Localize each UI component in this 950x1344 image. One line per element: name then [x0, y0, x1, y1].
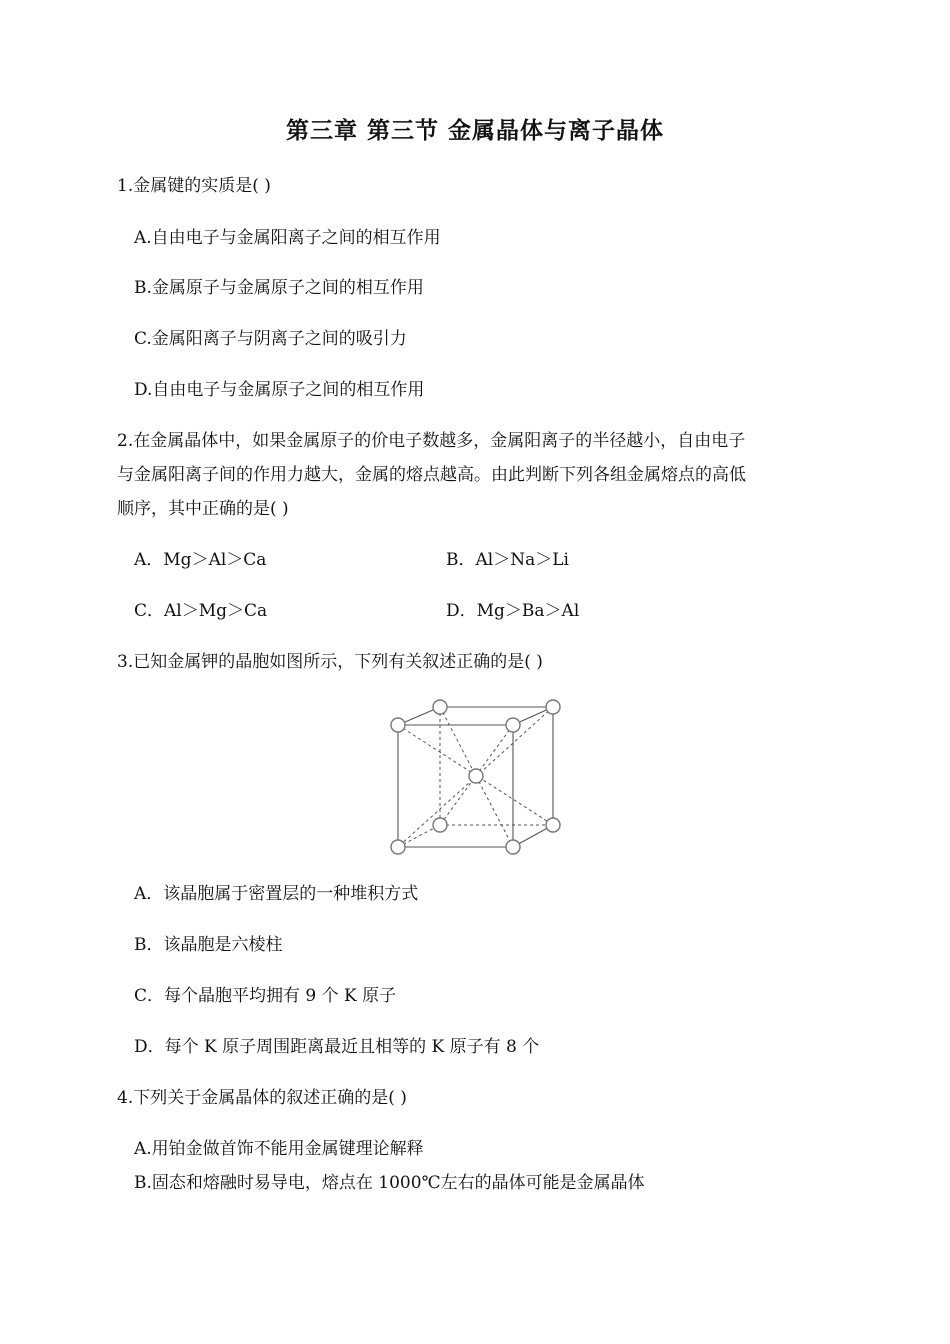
corner-atom	[506, 718, 520, 732]
question-4-stem: 4.下列关于金属晶体的叙述正确的是( )	[117, 1088, 407, 1108]
corner-atom	[546, 700, 560, 714]
question-2-stem-line-1: 2.在金属晶体中，如果金属原子的价电子数越多，金属阳离子的半径越小，自由电子	[117, 431, 746, 451]
question-4-option-a: A.用铂金做首饰不能用金属键理论解释	[134, 1139, 424, 1159]
question-1-option-d: D.自由电子与金属原子之间的相互作用	[134, 380, 425, 400]
question-1-option-b: B.金属原子与金属原子之间的相互作用	[134, 278, 424, 298]
question-2-option-a: A．Mg＞Al＞Ca	[134, 550, 267, 570]
question-3-stem: 3.已知金属钾的晶胞如图所示，下列有关叙述正确的是( )	[117, 652, 543, 672]
corner-atom	[546, 818, 560, 832]
question-2-option-d: D．Mg＞Ba＞Al	[446, 601, 580, 621]
question-3-option-b: B．该晶胞是六棱柱	[134, 935, 283, 955]
question-4-option-b: B.固态和熔融时易导电，熔点在 1000℃左右的晶体可能是金属晶体	[134, 1173, 645, 1193]
corner-atom	[433, 818, 447, 832]
question-1-option-a: A.自由电子与金属阳离子之间的相互作用	[134, 228, 441, 248]
question-1-option-c: C.金属阳离子与阴离子之间的吸引力	[134, 329, 407, 349]
question-3-option-d: D．每个 K 原子周围距离最近且相等的 K 原子有 8 个	[134, 1037, 540, 1057]
question-2-option-c: C．Al＞Mg＞Ca	[134, 601, 268, 621]
question-3-option-c: C．每个晶胞平均拥有 9 个 K 原子	[134, 986, 397, 1006]
question-1-stem: 1.金属键的实质是( )	[117, 176, 271, 196]
body-center-atom	[469, 769, 483, 783]
bcc-unit-cell-figure	[380, 696, 570, 862]
question-3-option-a: A．该晶胞属于密置层的一种堆积方式	[134, 884, 419, 904]
page-title: 第三章 第三节 金属晶体与离子晶体	[285, 117, 664, 144]
corner-atom	[391, 718, 405, 732]
question-2-option-b: B．Al＞Na＞Li	[446, 550, 569, 570]
question-2-stem-line-2: 与金属阳离子间的作用力越大，金属的熔点越高。由此判断下列各组金属熔点的高低	[117, 465, 746, 485]
corner-atom	[506, 840, 520, 854]
question-2-stem-line-3: 顺序，其中正确的是( )	[117, 499, 289, 519]
corner-atom	[433, 700, 447, 714]
corner-atom	[391, 840, 405, 854]
